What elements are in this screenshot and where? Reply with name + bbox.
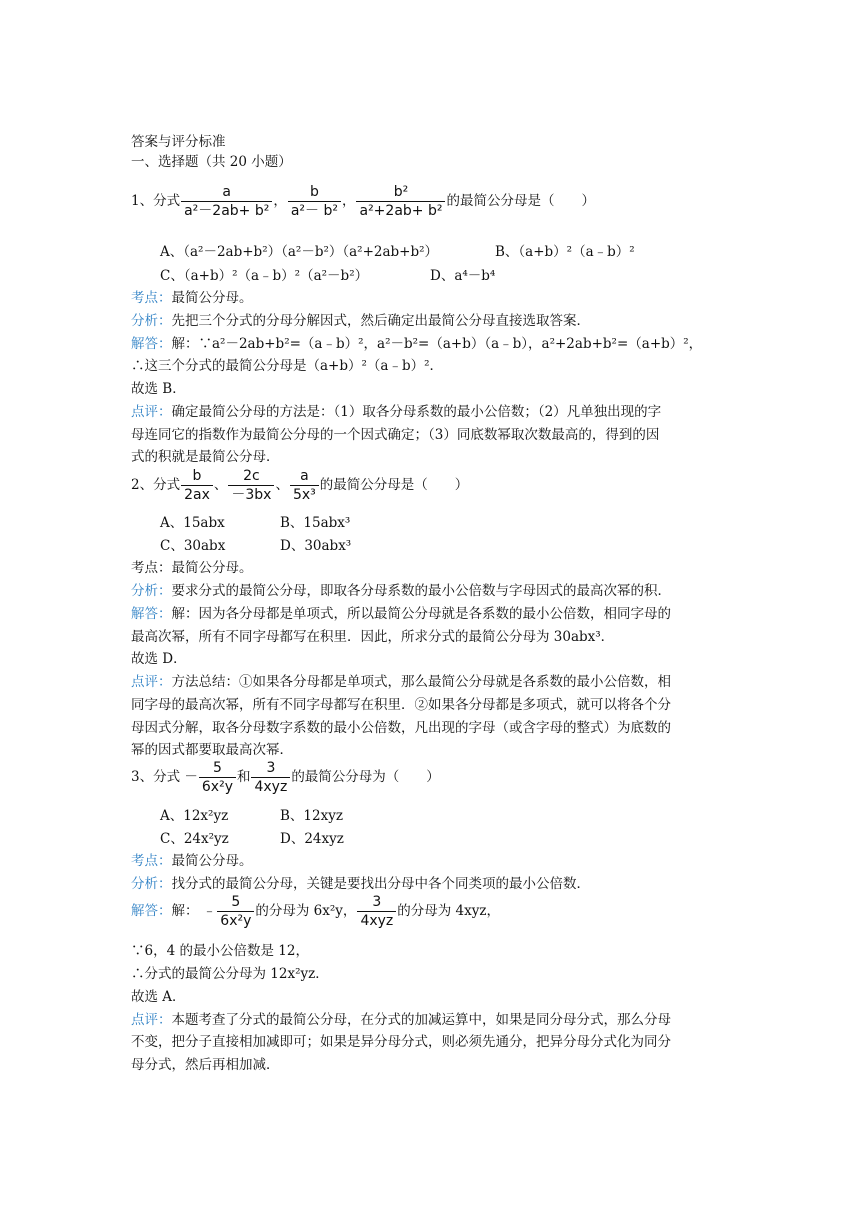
q3-jieda-line3: ∴分式的最简公分母为 12x²yz． [131,966,329,982]
doc-title: 答案与评分标准 [131,134,226,150]
option-a: A、15abx [160,515,225,531]
fraction-2a: $\frac{b}{2ax}$ [181,468,213,504]
question-1: 1、分式 $\frac{a}{\text{a²－2ab+ b²}}$ ， $\frac{b}{\text{a²－ b²}}$ ， $\frac{\text{b²}}{\text{a²+2ab+ b²}}$ 的最简公分母是（ ） [131,183,595,219]
q3-options-ab [160,806,343,826]
q3-jieda: 解答：解： ﹣ $\frac{5}{\text{6x²y}}$ 的分母为 6x²y， $\frac{3}{\text{4xyz}}$ 的分母为 4xyz， [131,893,500,929]
q2-jieda-line2: 最高次幂，所有不同字母都写在积里．因此，所求分式的最简公分母为 30abx³． [131,629,615,645]
fraction-1c: $\frac{\text{b²}}{\text{a²+2ab+ b²}}$ [356,184,445,220]
fraction-2b: $\frac{2c}{-3bx}$ [228,468,274,504]
fraction-1b: $\frac{b}{\text{a²－ b²}}$ [288,184,341,220]
option-a: A、12x²yz [160,808,229,824]
question-3: 3、分式 － $\frac{5}{\text{6x²y}}$ 和 $\frac{3}{\text{4xyz}}$ 的最简公分母为（ ） [131,759,440,795]
option-c: C、30abx [160,538,226,554]
q3-kaodian: 考点：最简公分母。 [131,853,253,869]
option-d: D、30abx³ [280,538,352,554]
fraction-2c: $\frac{a}{\text{5x³}}$ [290,468,319,504]
q2-dianping-line3: 母因式分解，取各分母数字系数的最小公倍数，凡出现的字母（或含字母的整式）为底数的 [131,720,671,736]
q1-dianping-line3: 式的积就是最简公分母． [131,449,280,465]
q2-jieda: 解答：解：因为各分母都是单项式，所以最简公分母就是各系数的最小公倍数，相同字母的 [131,606,671,622]
q2-fenxi: 分析：要求分式的最简公分母，即取各分母系数的最小公倍数与字母因式的最高次幂的积． [131,583,671,599]
fraction-3d: $\frac{3}{\text{4xyz}}$ [357,894,396,930]
option-b: B、15abx³ [280,515,351,531]
q3-answer: 故选 A． [131,989,186,1005]
q3-fenxi: 分析：找分式的最简公分母，关键是要找出分母中各个同类项的最小公倍数． [131,876,590,892]
section-heading: 一、选择题（共 20 小题） [131,154,292,170]
fraction-3c: $\frac{5}{\text{6x²y}}$ [217,894,254,930]
q1-jieda: 解答：解：∵a²－2ab+b²=（a﹣b）²，a²－b²=（a+b）（a﹣b），a²+2ab+b²=（a+b）²， [131,336,703,352]
option-d: D、24xyz [280,831,344,847]
q1-options-ab [160,242,635,262]
q1-dianping: 点评：确定最简公分母的方法是：（1）取各分母系数的最小公倍数；（2）凡单独出现的字 [131,404,662,420]
q1-dianping-line2: 母连同它的指数作为最简公分母的一个因式确定；（3）同底数幂取次数最高的，得到的因 [131,427,660,443]
option-c: C、24x²yz [160,831,229,847]
q1-answer: 故选 B． [131,381,186,397]
q3-options-cd [160,829,344,849]
option-a: A、（a²－2ab+b²）（a²－b²）（a²+2ab+b²） [160,244,439,260]
option-b: B、12xyz [280,808,343,824]
q3-dianping-line2: 不变，把分子直接相加减即可；如果是异分母分式，则必须先通分，把异分母分式化为同分 [131,1034,671,1050]
q2-options-ab [160,513,350,533]
fraction-3b: $\frac{3}{\text{4xyz}}$ [251,760,290,796]
fraction-3a: $\frac{5}{\text{6x²y}}$ [199,760,236,796]
q2-dianping-line2: 同字母的最高次幂，所有不同字母都写在积里．②如果各分母都是多项式，就可以将各个分 [131,697,671,713]
q3-jieda-line2: ∵6，4 的最小公倍数是 12， [131,943,309,959]
q1-fenxi: 分析：先把三个分式的分母分解因式，然后确定出最简公分母直接选取答案． [131,313,590,329]
option-c: C、（a+b）²（a﹣b）²（a²－b²） [160,268,369,284]
q2-options-cd [160,536,351,556]
q2-dianping: 点评：方法总结：①如果各分母都是单项式，那么最简公分母就是各系数的最小公倍数，相 [131,674,671,690]
q2-kaodian: 考点：最简公分母。 [131,560,253,576]
q1-kaodian: 考点：最简公分母。 [131,290,253,306]
q3-dianping-line3: 母分式，然后再相加减． [131,1057,280,1073]
fraction-1a: $\frac{a}{\text{a²－2ab+ b²}}$ [181,184,272,220]
q1-options-cd [160,266,495,286]
q2-answer: 故选 D． [131,651,187,667]
q3-dianping: 点评：本题考查了分式的最简公分母，在分式的加减运算中，如果是同分母分式，那么分母 [131,1012,671,1028]
q2-dianping-line4: 幂的因式都要取最高次幂． [131,742,293,758]
option-b: B、（a+b）²（a﹣b）² [495,244,635,260]
question-2: 2、分式 $\frac{b}{2ax}$ 、 $\frac{2c}{-3bx}$ 、 $\frac{a}{\text{5x³}}$ 的最简公分母是（ ） [131,467,469,503]
q1-jieda-line2: ∴这三个分式的最简公分母是（a+b）²（a﹣b）²． [131,358,444,374]
option-d: D、a⁴－b⁴ [430,268,496,284]
